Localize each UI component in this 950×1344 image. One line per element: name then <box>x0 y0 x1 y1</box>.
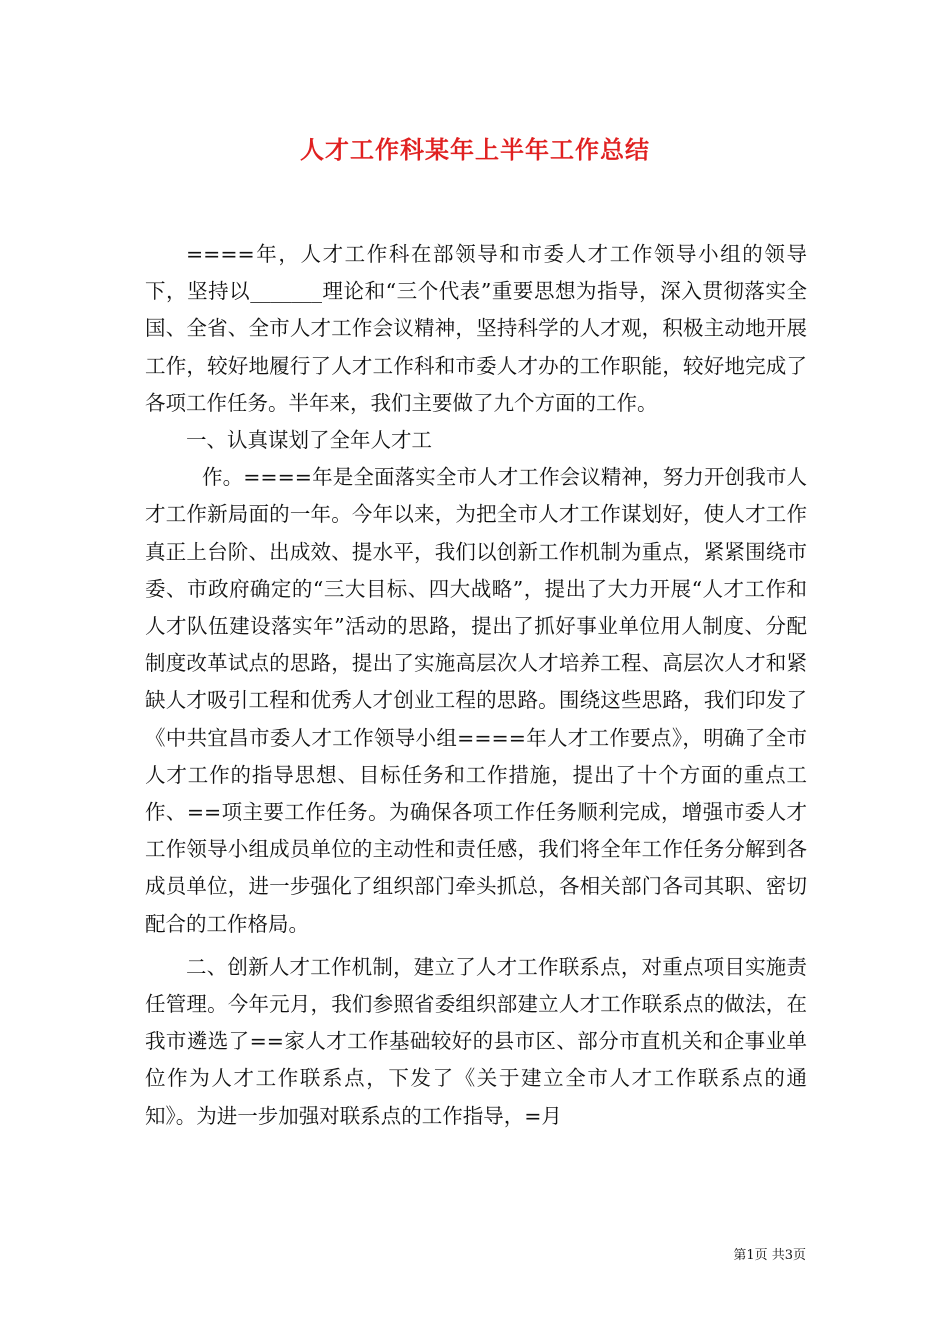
paragraph-section-two: 二、创新人才工作机制，建立了人才工作联系点，对重点项目实施责任管理。今年元月，我们参照省委组织部建立人才工作联系点的做法，在我市遴选了==家人才工作基础较好的县市区、部分市直机关和企事业单位作为人才工作联系点，下发了《关于建立全市人才工作联系点的通知》。为进一步加强对联系点的工作指导，=月 <box>145 954 807 1128</box>
document-body <box>145 236 807 1135</box>
document-title: 人才工作科某年上半年工作总结 <box>300 135 650 164</box>
paragraph-intro: ====年，人才工作科在部领导和市委人才工作领导小组的领导下，坚持以_______理论和“三个代表”重要思想为指导，深入贯彻落实全国、全省、全市人才工作会议精神，坚持科学的人才观，积极主动地开展工作，较好地履行了人才工作科和市委人才办的工作职能，较好地完成了各项工作任务。半年来，我们主要做了九个方面的工作。 <box>145 242 807 415</box>
paragraph-section-one: 作。====年是全面落实全市人才工作会议精神，努力开创我市人才工作新局面的一年。今年以来，为把全市人才工作谋划好，使人才工作真正上台阶、出成效、提水平，我们以创新工作机制为重点，紧紧围绕市委、市政府确定的“三大目标、四大战略”，提出了大力开展“人才工作和人才队伍建设落实年”活动的思路，提出了抓好事业单位用人制度、分配制度改革试点的思路，提出了实施高层次人才培养工程、高层次人才和紧缺人才吸引工程和优秀人才创业工程的思路。围绕这些思路，我们印发了《中共宜昌市委人才工作领导小组====年人才工作要点》，明确了全市人才工作的指导思想、目标任务和工作措施，提出了十个方面的重点工作、==项主要工作任务。为确保各项工作任务顺利完成，增强市委人才工作领导小组成员单位的主动性和责任感，我们将全年工作任务分解到各成员单位，进一步强化了组织部门牵头抓总，各相关部门各司其职、密切配合的工作格局。 <box>145 465 807 936</box>
section-heading-one: 一、认真谋划了全年人才工 <box>186 428 432 453</box>
page-number-footer: 第1页 共3页 <box>733 1248 806 1263</box>
